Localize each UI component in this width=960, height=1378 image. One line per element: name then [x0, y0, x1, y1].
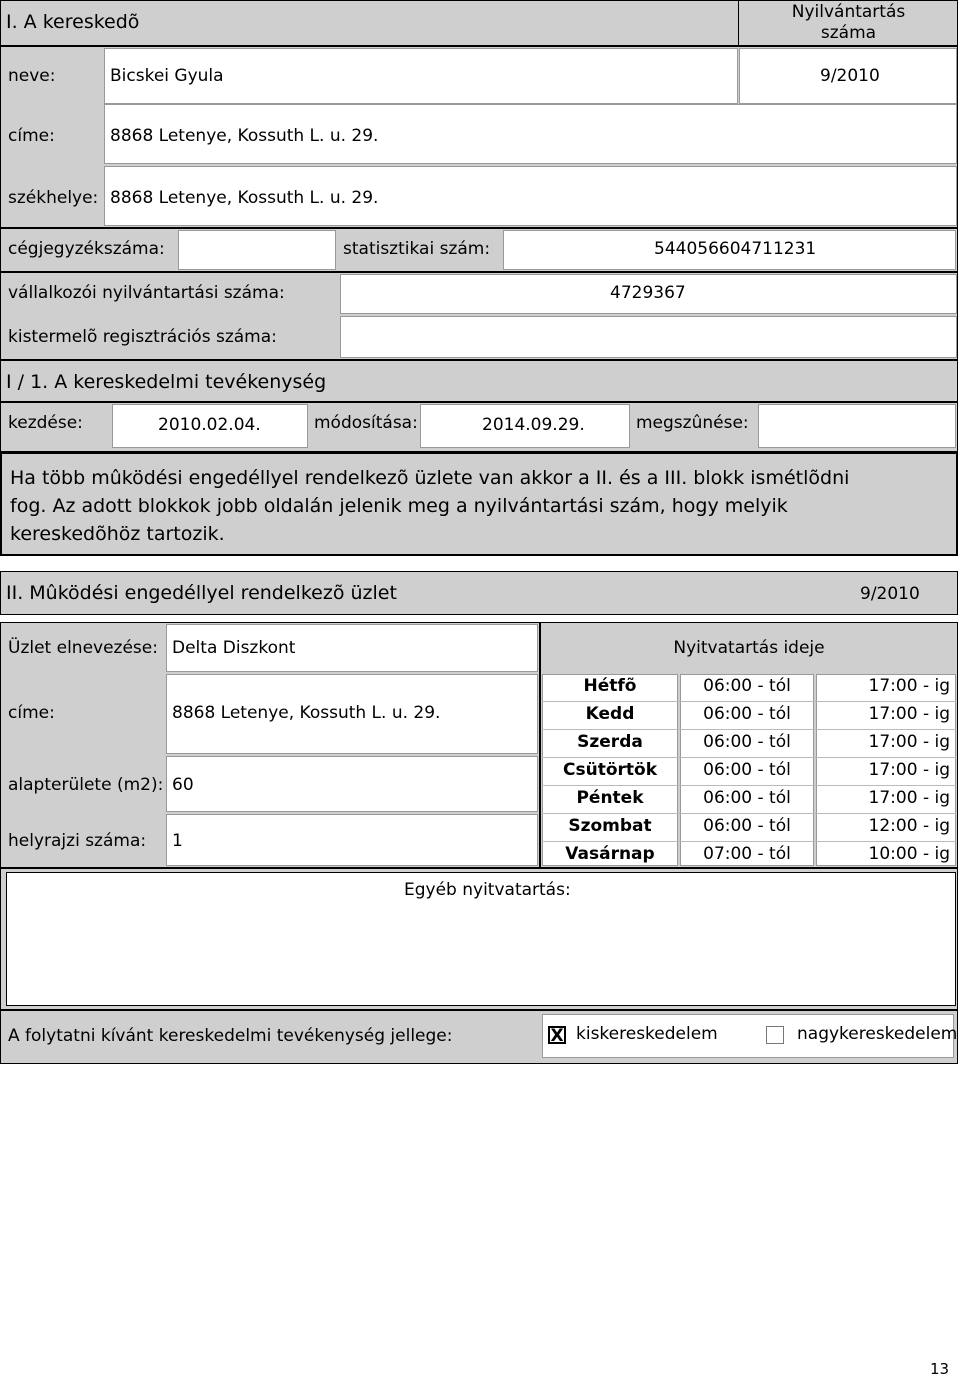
registry-label-line1: Nyilvántartás	[791, 2, 906, 22]
shop-area-value: 60	[172, 775, 194, 795]
hours-day: Szerda	[577, 732, 643, 752]
entrepreneur-label: vállalkozói nyilvántartási száma:	[8, 283, 285, 303]
shop-area-label: alapterülete (m2):	[8, 775, 164, 795]
shop-plot-label: helyrajzi száma:	[8, 831, 147, 851]
registry-label	[739, 2, 958, 44]
end-field	[758, 404, 956, 448]
hours-to: 17:00 - ig	[868, 676, 950, 696]
hours-from: 06:00 - tól	[703, 788, 791, 808]
hours-to: 12:00 - ig	[868, 816, 950, 836]
hours-day: Hétfõ	[583, 676, 637, 696]
hours-row-divider	[542, 785, 956, 786]
registry-label-line2: száma	[820, 23, 877, 43]
start-value: 2010.02.04.	[158, 415, 261, 435]
company-reg-label: cégjegyzékszáma:	[8, 239, 165, 259]
hours-to: 17:00 - ig	[868, 732, 950, 752]
shop-address-label: címe:	[8, 703, 55, 723]
address-label: címe:	[8, 126, 55, 146]
notice-line3: kereskedõhöz tartozik.	[10, 523, 225, 545]
shop-registry-number: 9/2010	[860, 584, 920, 604]
hours-from: 06:00 - tól	[703, 732, 791, 752]
section-title-trader: I. A kereskedõ	[6, 11, 140, 33]
shop-name-value: Delta Diszkont	[172, 638, 296, 658]
hours-row-divider	[542, 701, 956, 702]
hours-day: Csütörtök	[563, 760, 657, 780]
name-label: neve:	[8, 66, 56, 86]
smallholder-label: kistermelõ regisztrációs száma:	[8, 327, 277, 347]
hours-row-divider	[542, 813, 956, 814]
shop-address-value: 8868 Letenye, Kossuth L. u. 29.	[172, 703, 441, 723]
address-value: 8868 Letenye, Kossuth L. u. 29.	[110, 126, 379, 146]
hours-to: 17:00 - ig	[868, 704, 950, 724]
hours-day: Szombat	[568, 816, 652, 836]
page-number: 13	[930, 1360, 950, 1378]
hours-to: 17:00 - ig	[868, 788, 950, 808]
section-title-shop: II. Mûködési engedéllyel rendelkezõ üzlet	[6, 582, 397, 604]
other-hours-label: Egyéb nyitvatartás:	[404, 880, 571, 900]
seat-value: 8868 Letenye, Kossuth L. u. 29.	[110, 188, 379, 208]
hours-from: 06:00 - tól	[703, 704, 791, 724]
wholesale-label: nagykereskedelem	[797, 1024, 958, 1044]
hours-from: 06:00 - tól	[703, 676, 791, 696]
name-value: Bicskei Gyula	[110, 66, 224, 86]
trade-type-label: A folytatni kívánt kereskedelmi tevékenység jellege:	[8, 1026, 453, 1046]
registry-number-value: 9/2010	[820, 66, 880, 86]
shop-plot-field	[166, 814, 538, 866]
hours-from: 06:00 - tól	[703, 816, 791, 836]
entrepreneur-value: 4729367	[610, 283, 686, 303]
retail-checkbox[interactable]: X	[548, 1026, 566, 1044]
hours-to: 17:00 - ig	[868, 760, 950, 780]
company-reg-field	[178, 230, 336, 270]
start-label: kezdése:	[8, 413, 83, 433]
modified-value: 2014.09.29.	[482, 415, 585, 435]
hours-row-divider	[542, 757, 956, 758]
hours-day: Kedd	[585, 704, 635, 724]
wholesale-checkbox[interactable]	[766, 1026, 784, 1044]
shop-area-field	[166, 756, 538, 812]
hours-table	[540, 672, 958, 868]
hours-row-divider	[542, 841, 956, 842]
notice-line2: fog. Az adott blokkok jobb oldalán jelenik meg a nyilvántartási szám, hogy melyik	[10, 495, 788, 517]
hours-to: 10:00 - ig	[868, 844, 950, 864]
hours-from: 07:00 - tól	[703, 844, 791, 864]
seat-label: székhelye:	[8, 188, 99, 208]
stat-label: statisztikai szám:	[343, 239, 491, 259]
smallholder-field	[340, 316, 957, 358]
stat-value: 544056604711231	[654, 239, 817, 259]
shop-plot-value: 1	[172, 831, 183, 851]
notice-line1: Ha több mûködési engedéllyel rendelkezõ üzlete van akkor a II. és a III. blokk ismétlõdni	[10, 467, 850, 489]
hours-from: 06:00 - tól	[703, 760, 791, 780]
hours-day: Vasárnap	[565, 844, 655, 864]
modified-label: módosítása:	[314, 413, 418, 433]
hours-day: Péntek	[576, 788, 644, 808]
activity-title: I / 1. A kereskedelmi tevékenység	[6, 371, 327, 393]
shop-name-label: Üzlet elnevezése:	[8, 638, 158, 658]
retail-label: kiskereskedelem	[576, 1024, 718, 1044]
end-label: megszûnése:	[636, 413, 749, 433]
hours-title: Nyitvatartás ideje	[673, 638, 825, 658]
hours-row-divider	[542, 729, 956, 730]
